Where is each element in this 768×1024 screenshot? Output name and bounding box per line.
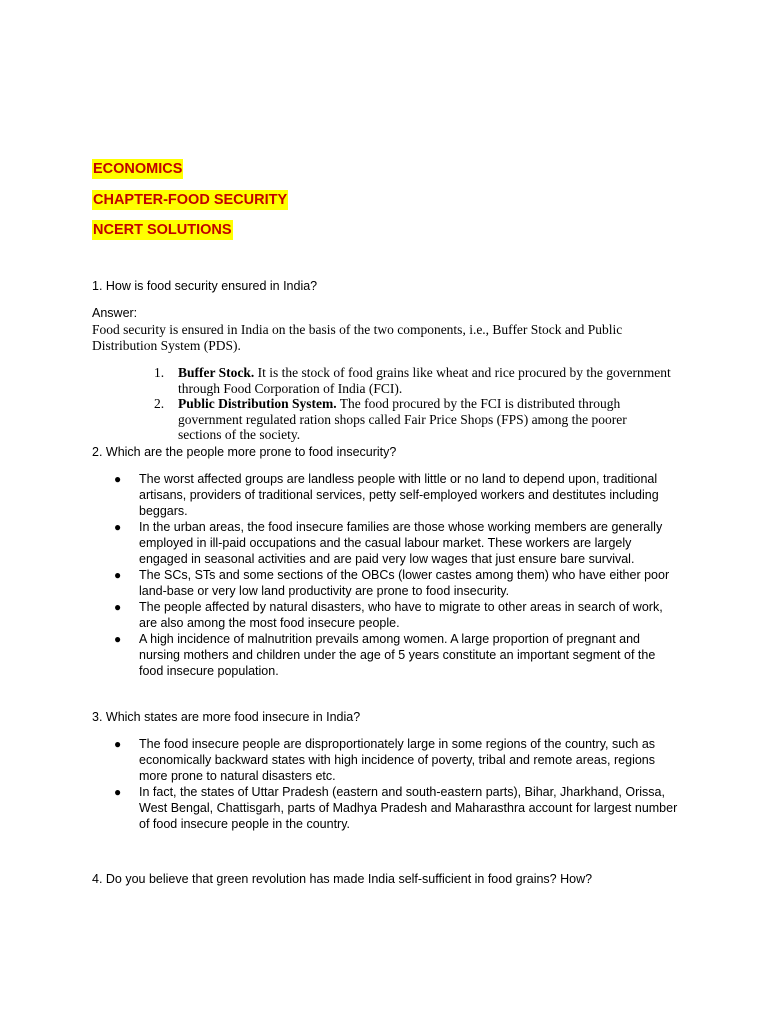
subject-heading: ECONOMICS	[93, 161, 183, 177]
list-item	[92, 599, 682, 631]
list-item	[92, 471, 682, 519]
answer-label: Answer:	[92, 306, 138, 320]
bullet-icon: ●	[114, 785, 122, 799]
bullet-icon: ●	[114, 568, 122, 582]
bullet-text: The SCs, STs and some sections of the OBCs (lower castes among them) who have either poor land-base or very low land productivity are prone to food insecurity.	[139, 568, 670, 598]
chapter-heading: CHAPTER-FOOD SECURITY	[93, 192, 288, 208]
q1-numbered-list	[92, 365, 672, 443]
list-item	[92, 631, 682, 679]
bullet-icon: ●	[114, 600, 122, 614]
list-item	[92, 784, 682, 832]
bullet-text: In fact, the states of Uttar Pradesh (eastern and south-eastern parts), Bihar, Jharkhand, Orissa, West Bengal, Chattisgarh, parts of Madhya Pradesh and Maharasthra account for largest number of food insecure people in the country.	[139, 785, 678, 831]
bullet-icon: ●	[114, 520, 122, 534]
bullet-text: The worst affected groups are landless people with little or no land to depend upon, traditional artisans, providers of traditional services, petty self-employed workers and destitutes including beggars.	[139, 472, 659, 518]
pds-text: The food procured by the FCI is distributed through government regulated ration shops called Fair Price Shops (FPS) among the poorer sections of the society.	[178, 396, 627, 442]
bullet-text: A high incidence of malnutrition prevails among women. A large proportion of pregnant and nursing mothers and children under the age of 5 years constitute an important segment of the food insecure population.	[139, 632, 656, 678]
bullet-text: In the urban areas, the food insecure families are those whose working members are generally employed in ill-paid occupations and the casual labour market. These workers are largely engaged in seasonal activities and are paid very low wages that just ensure bare survival.	[139, 520, 663, 566]
list-item	[92, 736, 682, 784]
q3-bullet-list	[92, 736, 682, 832]
question-4: 4. Do you believe that green revolution has made India self-sufficient in food grains? How?	[92, 872, 593, 886]
q2-bullet-list	[92, 471, 682, 679]
list-number: 2.	[154, 396, 165, 411]
list-item-buffer-stock	[92, 365, 672, 396]
bullet-icon: ●	[114, 632, 122, 646]
solutions-heading: NCERT SOLUTIONS	[93, 222, 232, 238]
question-2: 2. Which are the people more prone to food insecurity?	[92, 445, 397, 459]
term-buffer-stock: Buffer Stock.	[178, 365, 255, 380]
question-3: 3. Which states are more food insecure in India?	[92, 710, 361, 724]
answer-1-text: Food security is ensured in India on the basis of the two components, i.e., Buffer Stock and Public Distribution System (PDS).	[92, 322, 623, 353]
list-item-pds	[92, 396, 672, 443]
bullet-text: The food insecure people are disproportionately large in some regions of the country, such as economically backward states with high incidence of poverty, tribal and remote areas, regions more prone to natural disasters etc.	[139, 737, 656, 783]
list-item	[92, 519, 682, 567]
bullet-icon: ●	[114, 472, 122, 486]
list-number: 1.	[154, 365, 165, 380]
term-pds: Public Distribution System.	[178, 396, 337, 411]
bullet-icon: ●	[114, 737, 122, 751]
bullet-text: The people affected by natural disasters, who have to migrate to other areas in search of work, are also among the most food insecure people.	[139, 600, 663, 630]
question-1: 1. How is food security ensured in India?	[92, 279, 318, 293]
buffer-stock-text: It is the stock of food grains like wheat and rice procured by the government through Food Corporation of India (FCI).	[178, 365, 671, 396]
list-item	[92, 567, 682, 599]
